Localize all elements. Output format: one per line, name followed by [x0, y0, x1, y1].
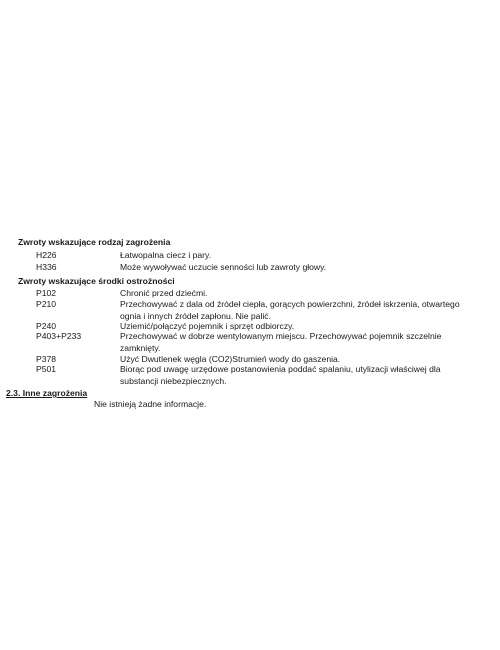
precaution-code: P378	[36, 354, 57, 364]
hazard-text: Łatwopalna ciecz i pary.	[120, 250, 212, 260]
precaution-text: Chronić przed dziećmi.	[120, 288, 208, 298]
hazard-code: H336	[36, 262, 57, 272]
precaution-text: Przechowywać z dala od źródeł ciepła, gorących powierzchni, źródeł iskrzenia, otwartego ognia i innych źródeł zapłonu. Nie palić.	[120, 299, 460, 321]
hazard-code: H226	[36, 250, 57, 260]
precaution-code: P403+P233	[36, 331, 82, 341]
precaution-text: Uziemić/połączyć pojemnik i sprzęt odbiorczy.	[120, 321, 295, 331]
precaution-text: Użyć Dwutlenek węgla (CO2)Strumień wody do gaszenia.	[120, 354, 341, 364]
precaution-code: P210	[36, 299, 57, 309]
precaution-code: P501	[36, 364, 57, 374]
hazard-statements-heading: Zwroty wskazujące rodzaj zagrożenia	[18, 237, 171, 247]
precaution-code: P102	[36, 288, 57, 298]
precaution-text: Przechowywać w dobrze wentylowanym miejscu. Przechowywać pojemnik szczelnie zamknięty.	[120, 331, 442, 353]
other-hazards-body: Nie istnieją żadne informacje.	[94, 399, 207, 409]
precaution-text: Biorąc pod uwagę urzędowe postanowienia poddać spalaniu, utylizacji właściwej dla substancji niebezpiecznych.	[120, 364, 441, 386]
section-title-other-hazards: 2.3. Inne zagrożenia	[6, 388, 88, 398]
precaution-code: P240	[36, 321, 57, 331]
precautionary-statements-heading: Zwroty wskazujące środki ostrożności	[18, 276, 175, 286]
hazard-text: Może wywoływać uczucie senności lub zawroty głowy.	[120, 262, 327, 272]
